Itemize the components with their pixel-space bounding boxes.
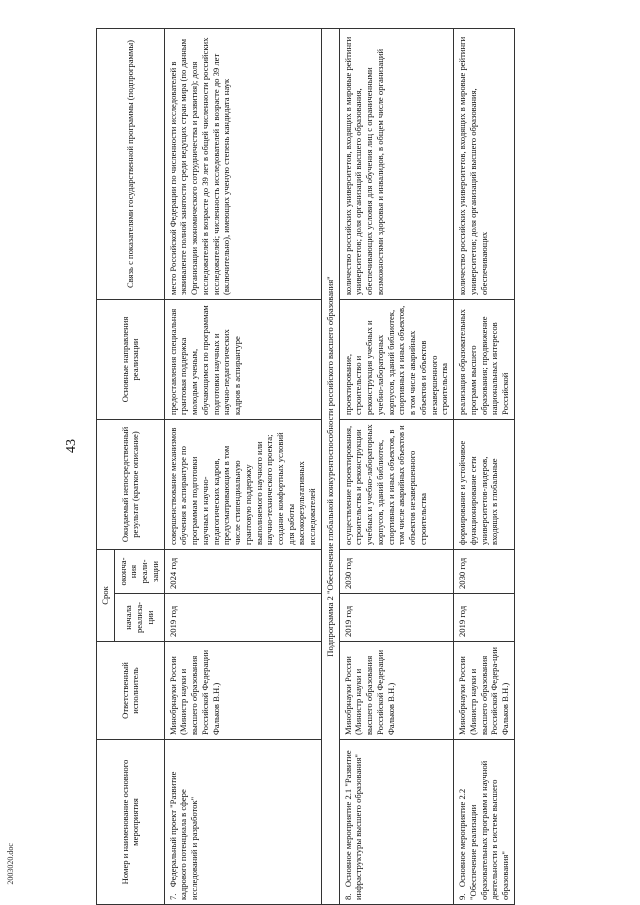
- header-start: начала реализа-ции: [114, 594, 164, 642]
- row-start: 2019 год: [454, 594, 515, 642]
- table-row: [164, 28, 321, 904]
- subprogram-title: Подпрограмма 2 "Обеспечение глобальной конкурентоспособности российского высшего образования": [321, 28, 339, 904]
- row-num-name: [164, 740, 321, 905]
- table-row: [339, 28, 453, 904]
- row-executor: Минобрнауки России (Министр науки и высшего образования Российской Федерации Фальков В.Н.): [164, 642, 321, 740]
- row-name: Основное мероприятие 2.1 "Развитие инфраструктуры высшего образования": [342, 750, 364, 900]
- row-result: осуществление проектирования, строительства и реконструкции учебных и учебно-лабораторных корпусов, зданий библиотек, спортивных и иных объектов, в том числе аварийных объектов и объектов незавершенного строительства: [339, 419, 453, 549]
- header-directions: Основные направления реализации: [97, 299, 165, 419]
- header-link: Связь с показателями государственной программы (подпрограммы): [97, 28, 165, 299]
- row-link: количество российских университетов, входящих в мировые рейтинги университетов; доля организаций высшего образования, обеспечивающих условия для обучения лиц с ограниченными возможностями здоровья и инвалидов, в общем числе организаций: [339, 28, 453, 299]
- program-table: [96, 28, 515, 905]
- row-end: 2024 год: [164, 549, 321, 593]
- subprogram-row: [321, 28, 339, 904]
- row-num-name: [339, 740, 453, 905]
- row-directions: проектирование, строительство и реконструкция учебных и учебно-лабораторных корпусов, зданий библиотек, спортивных и иных объектов, в том числе аварийных объектов и объектов незавершенного строительства: [339, 299, 453, 419]
- row-link: место Российской Федерации по численности исследователей в эквиваленте полной занятости среди ведущих стран мира (по данным Организации экономического сотрудничества и развития); доля исследователей в возрасте до 39 лет в общей численности российских исследователей; численность исследователей в возрасте до 39 лет (включительно), имеющих ученую степень кандидата наук: [164, 28, 321, 299]
- row-result: совершенствование механизмов обучения в аспирантуре по программам подготовки научных и научно-педагогических кадров, предусматривающим в том числе стипендиальную грантовую поддержку выполняемого научного или научно-технического проекта; создание комфортных условий для работы высокорезультативных исследователей: [164, 419, 321, 549]
- header-result: Ожидаемый непосредственный результат (краткое описание): [97, 419, 165, 549]
- row-number: 7.: [167, 893, 178, 900]
- header-row: [97, 28, 115, 904]
- row-num-name: [454, 740, 515, 905]
- row-executor: Минобрнауки России (Министр науки и высшего образования Российской Федерации Фальков В.Н.): [339, 642, 453, 740]
- row-number: 9.: [457, 893, 468, 900]
- page-number: 43: [64, 439, 79, 453]
- row-end: 2030 год: [339, 549, 453, 593]
- row-number: 8.: [342, 893, 353, 900]
- row-start: 2019 год: [164, 594, 321, 642]
- row-executor: Минобрнауки России (Министр науки и высшего образования Российской Федера-ции Фальков В.Н.): [454, 642, 515, 740]
- row-name: Федеральный проект "Развитие кадрового потенциала в сфере исследований и разработок": [167, 771, 200, 900]
- row-start: 2019 год: [339, 594, 453, 642]
- rotated-table-container: [96, 25, 616, 905]
- row-name: Основное мероприятие 2.2 "Обеспечение реализации образовательных программ и научной деятельности в системе высшего образования": [457, 760, 510, 900]
- header-end: оконча-ния реали-зации: [114, 549, 164, 593]
- header-term: Срок: [97, 549, 115, 641]
- header-num-name: Номер и наименование основного мероприятия: [97, 740, 165, 905]
- row-directions: реализация образовательных программ высшего образования; продвижение национальных интересов Российской: [454, 299, 515, 419]
- row-directions: предоставления специальная грантовая поддержка молодым ученым, обучающимся по программам подготовки научных и научно-педагогических кадров в аспирантуре: [164, 299, 321, 419]
- header-executor: Ответственный исполнитель: [97, 642, 165, 740]
- row-link: количество российских университетов, входящих в мировые рейтинги университетов; доля организаций высшего образования, обеспечивающих: [454, 28, 515, 299]
- footer-file-code: 2003020.doc: [6, 843, 15, 885]
- row-result: формирование и устойчивое функционирование сети университетов-лидеров, входящих в глобальные: [454, 419, 515, 549]
- row-end: 2030 год: [454, 549, 515, 593]
- table-row: [454, 28, 515, 904]
